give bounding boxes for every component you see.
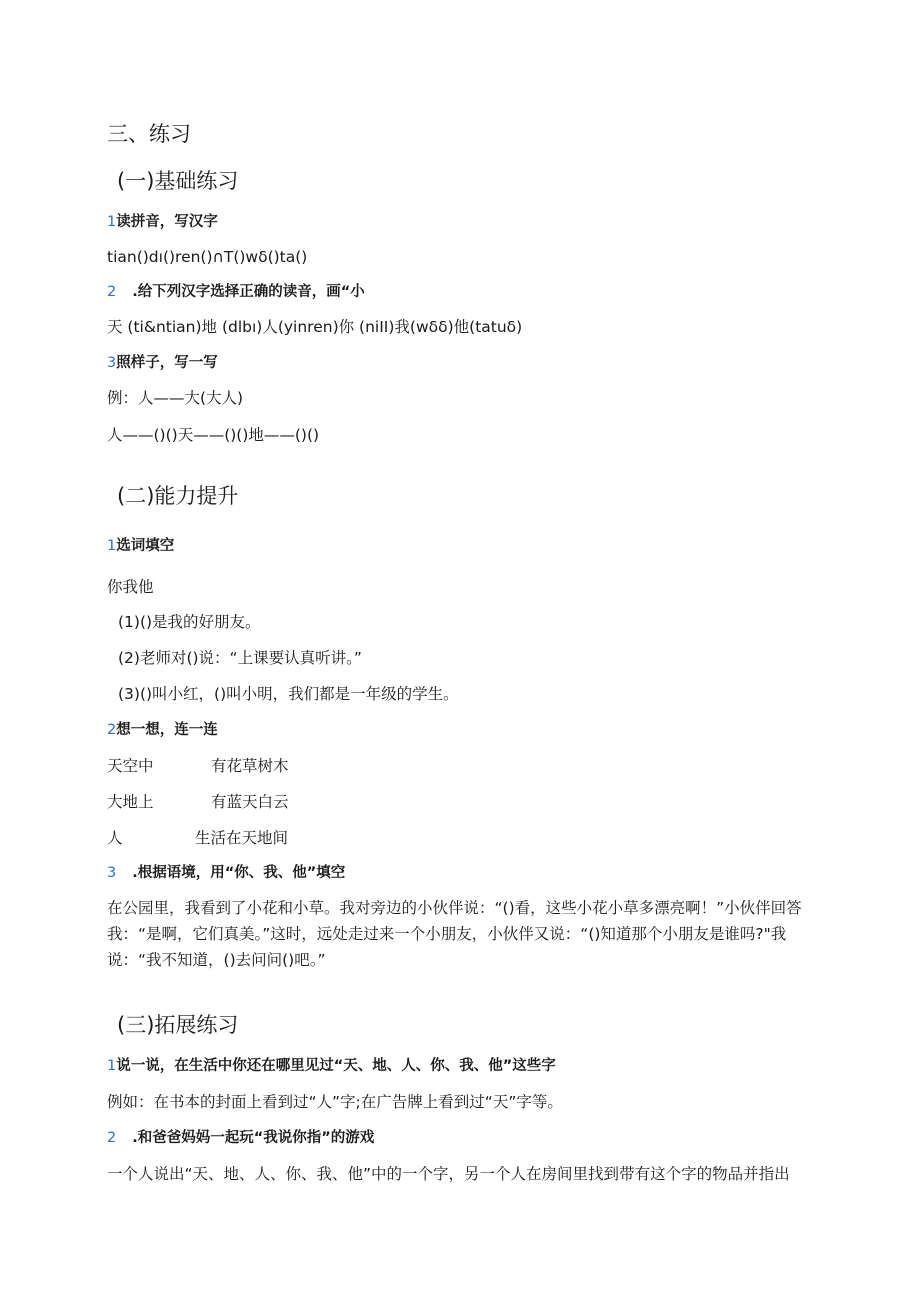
part3-q2 — [107, 1127, 374, 1149]
question-number: 2 — [107, 722, 117, 738]
match-right-item: 生活在天地间 — [195, 829, 289, 847]
match-left-item: 天空中 — [107, 757, 154, 775]
question-text: 选词填空 — [116, 538, 175, 554]
question-text: 读拼音，写汉字 — [116, 214, 218, 230]
part1-q2-answer: 天 (ti&ntian)地 (dlbı)人(yinren)你 (niII)我(wδδ)他(tatuδ) — [107, 318, 523, 336]
question-text: 照样子，写一写 — [116, 355, 218, 371]
part1-q3-answer: 人——()()天——()()地——()() — [107, 426, 320, 444]
part2-q2 — [107, 719, 218, 741]
match-right-item: 有花草树木 — [211, 757, 289, 775]
part3-q1 — [107, 1055, 556, 1077]
part1-title: (一)基础练习 — [117, 169, 239, 193]
part2-q3 — [107, 862, 345, 884]
question-number: 3 — [107, 865, 117, 881]
question-text: .给下列汉字选择正确的读音，画“小 — [132, 284, 365, 300]
part3-q2-paragraph: 一个人说出“天、地、人、你、我、他”中的一个字，另一个人在房间里找到带有这个字的物品并指出 — [107, 1165, 790, 1183]
match-left-item: 人 — [107, 829, 123, 847]
part2-q1-item: (2)老师对()说：“上课要认真听讲。” — [118, 649, 362, 667]
question-text: 想一想，连一连 — [116, 722, 218, 738]
part1-q3 — [107, 352, 218, 374]
part2-q1-item: (3)()叫小红，()叫小明，我们都是一年级的学生。 — [118, 685, 459, 703]
question-number: 1 — [107, 1058, 117, 1074]
part1-q3-example: 例：人——大(大人) — [107, 389, 244, 407]
question-number: 1 — [107, 538, 117, 554]
part1-q1-answer: tian()dı()ren()∩T()wδ()ta() — [107, 248, 308, 266]
question-number: 1 — [107, 214, 117, 230]
part2-q1-words: 你我他 — [107, 578, 154, 596]
part2-q3-paragraph: 在公园里，我看到了小花和小草。我对旁边的小伙伴说：“()看，这些小花小草多漂亮啊！”小伙伴回答我：“是啊，它们真美。”这时，远处走过来一个小朋友，小伙伴又说：“()知道那个小朋友是谁吗?"我说：“我不知道，()去问问()吧。” — [107, 899, 802, 969]
part1-q2 — [107, 281, 365, 303]
match-right-item: 有蓝天白云 — [211, 793, 289, 811]
match-left-item: 大地上 — [107, 793, 154, 811]
question-text: 说一说，在生活中你还在哪里见过“天、地、人、你、我、他”这些字 — [116, 1058, 556, 1074]
part2-q1 — [107, 535, 174, 557]
question-number: 3 — [107, 355, 117, 371]
part2-title: (二)能力提升 — [117, 484, 239, 508]
question-number: 2 — [107, 284, 117, 300]
part3-title: (三)拓展练习 — [117, 1013, 239, 1037]
part1-q1 — [107, 211, 218, 233]
part3-q1-example: 例如：在书本的封面上看到过“人”字;在广告牌上看到过“天”字等。 — [107, 1093, 563, 1111]
part2-q1-item: (1)()是我的好朋友。 — [118, 613, 261, 631]
question-number: 2 — [107, 1130, 117, 1146]
question-text: .和爸爸妈妈一起玩“我说你指”的游戏 — [132, 1130, 375, 1146]
question-text: .根据语境，用“你、我、他”填空 — [132, 865, 346, 881]
section-title: 三、练习 — [107, 122, 191, 146]
